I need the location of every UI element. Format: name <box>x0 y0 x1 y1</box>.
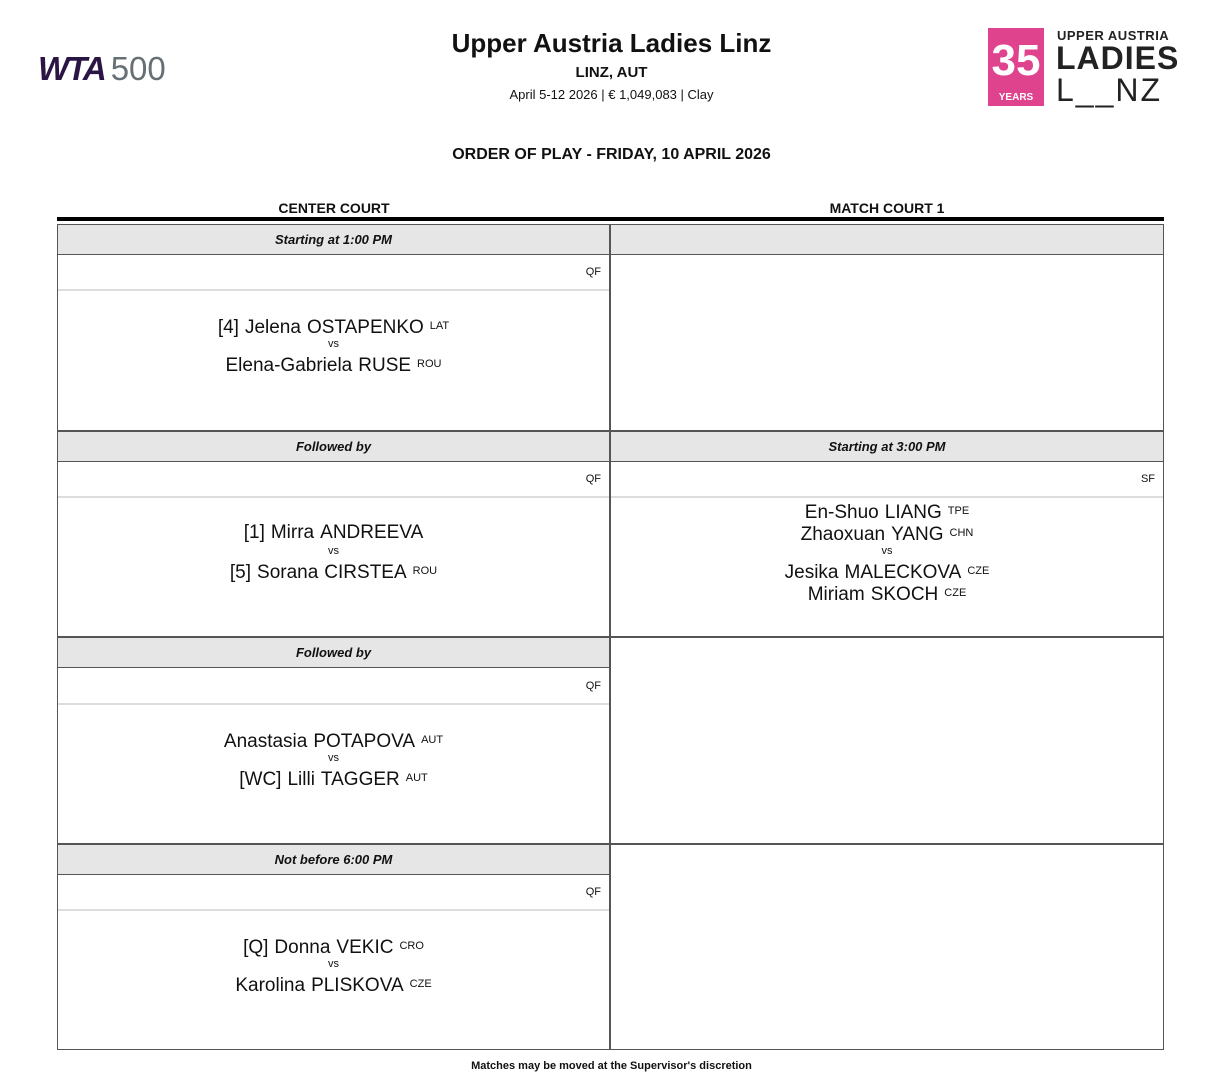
anniversary-badge <box>988 28 1044 106</box>
player-first-name: Lilli <box>287 769 315 790</box>
player-last-name: LIANG <box>884 502 942 523</box>
player-last-name: VEKIC <box>336 937 394 958</box>
player-nationality: CZE <box>944 587 967 599</box>
player-last-name: TAGGER <box>320 769 400 790</box>
player-nationality: CZE <box>409 978 432 990</box>
player-seed: [WC] <box>239 769 282 790</box>
player-nationality: LAT <box>429 320 450 332</box>
logo-line-2: LADIES <box>1056 40 1180 76</box>
slot-start-time: Starting at 1:00 PM <box>58 225 609 255</box>
player-nationality: CHN <box>949 527 974 539</box>
player <box>58 353 609 375</box>
center-court-slot-3 <box>57 637 610 844</box>
tournament-title: Upper Austria Ladies Linz <box>451 28 772 58</box>
divider <box>58 496 609 498</box>
player-seed: [4] <box>217 317 239 338</box>
vs-label: vs <box>328 545 339 557</box>
logo-line-3: L__NZ <box>1056 72 1163 108</box>
player-first-name: Zhaoxuan <box>800 524 886 545</box>
match <box>58 522 609 582</box>
center-court-slot-4 <box>57 844 610 1050</box>
player-last-name: OSTAPENKO <box>306 317 424 338</box>
match-court-1-empty-slot-3 <box>610 637 1164 844</box>
wta-logo-word: WTA <box>38 50 105 87</box>
player-nationality: ROU <box>417 358 442 370</box>
divider <box>58 703 609 705</box>
match <box>58 729 609 789</box>
player-first-name: Jesika <box>784 562 839 583</box>
player-last-name: POTAPOVA <box>313 731 416 752</box>
player-first-name: Donna <box>274 937 331 958</box>
player <box>58 935 609 957</box>
match <box>58 935 609 995</box>
divider <box>611 496 1163 498</box>
player <box>58 973 609 995</box>
player-last-name: PLISKOVA <box>311 975 404 996</box>
round-label: QF <box>585 886 601 898</box>
player-seed: [1] <box>243 522 265 543</box>
player-first-name: Sorana <box>257 562 319 583</box>
order-of-play-title: ORDER OF PLAY - FRIDAY, 10 APRIL 2026 <box>452 146 771 163</box>
round-label: SF <box>1140 473 1155 485</box>
player-nationality: CRO <box>399 940 424 952</box>
player-first-name: Miriam <box>807 584 865 605</box>
linz-event-logo <box>988 28 1184 108</box>
player <box>58 729 609 751</box>
court-name-match-court-1: MATCH COURT 1 <box>829 200 945 216</box>
player-first-name: Jelena <box>244 317 301 338</box>
vs-label: vs <box>328 338 339 350</box>
match-court-1-slot-1 <box>610 224 1164 431</box>
player <box>611 560 1163 582</box>
slot-start-time: Followed by <box>58 638 609 668</box>
slot-start-time <box>611 225 1163 255</box>
match-court-1-slot-2 <box>610 431 1164 637</box>
vs-label: vs <box>881 545 893 557</box>
player-last-name: YANG <box>891 524 944 545</box>
player <box>58 522 609 544</box>
match-court-1-empty-slot-4 <box>610 844 1164 1050</box>
divider <box>58 289 609 291</box>
player-seed: [Q] <box>243 937 269 958</box>
slot-start-time: Not before 6:00 PM <box>58 845 609 875</box>
logo-line-1: UPPER AUSTRIA <box>1057 28 1170 43</box>
slot-start-time: Starting at 3:00 PM <box>611 432 1163 462</box>
player-nationality: TPE <box>947 505 970 517</box>
player <box>611 522 1163 544</box>
match <box>611 500 1163 604</box>
player <box>58 560 609 582</box>
anniversary-number: 35 <box>991 36 1041 85</box>
match <box>58 315 609 375</box>
footer-note: Matches may be moved at the Supervisor's discretion <box>471 1060 752 1072</box>
wta-tier-number: 500 <box>110 50 166 87</box>
player-last-name: RUSE <box>358 355 412 376</box>
vs-label: vs <box>328 958 339 970</box>
player-nationality: AUT <box>405 772 428 784</box>
player-last-name: MALECKOVA <box>844 562 962 583</box>
player-seed: [5] <box>229 562 252 583</box>
tournament-details: April 5-12 2026 | € 1,049,083 | Clay <box>509 87 714 102</box>
player <box>611 582 1163 604</box>
divider <box>58 909 609 911</box>
player <box>58 767 609 789</box>
player <box>611 500 1163 522</box>
court-name-center: CENTER COURT <box>278 200 390 216</box>
tournament-location: LINZ, AUT <box>575 64 648 81</box>
anniversary-years: YEARS <box>998 92 1034 103</box>
player-first-name: Karolina <box>235 975 306 996</box>
player <box>58 315 609 337</box>
round-label: QF <box>585 473 601 485</box>
player-last-name: ANDREEVA <box>320 522 424 543</box>
player-first-name: En-Shuo <box>804 502 879 523</box>
vs-label: vs <box>328 752 339 764</box>
player-last-name: CIRSTEA <box>324 562 407 583</box>
header-rule <box>57 217 1164 221</box>
player-nationality: CZE <box>967 565 990 577</box>
player-last-name: SKOCH <box>870 584 939 605</box>
round-label: QF <box>585 680 601 692</box>
player-first-name: Anastasia <box>223 731 308 752</box>
round-label: QF <box>585 266 601 278</box>
center-court-slot-1 <box>57 224 610 431</box>
player-nationality: AUT <box>421 734 444 746</box>
player-nationality: ROU <box>412 565 438 577</box>
player-first-name: Elena-Gabriela <box>225 355 353 376</box>
center-court-slot-2 <box>57 431 610 637</box>
player-first-name: Mirra <box>270 522 315 543</box>
slot-start-time: Followed by <box>58 432 609 462</box>
